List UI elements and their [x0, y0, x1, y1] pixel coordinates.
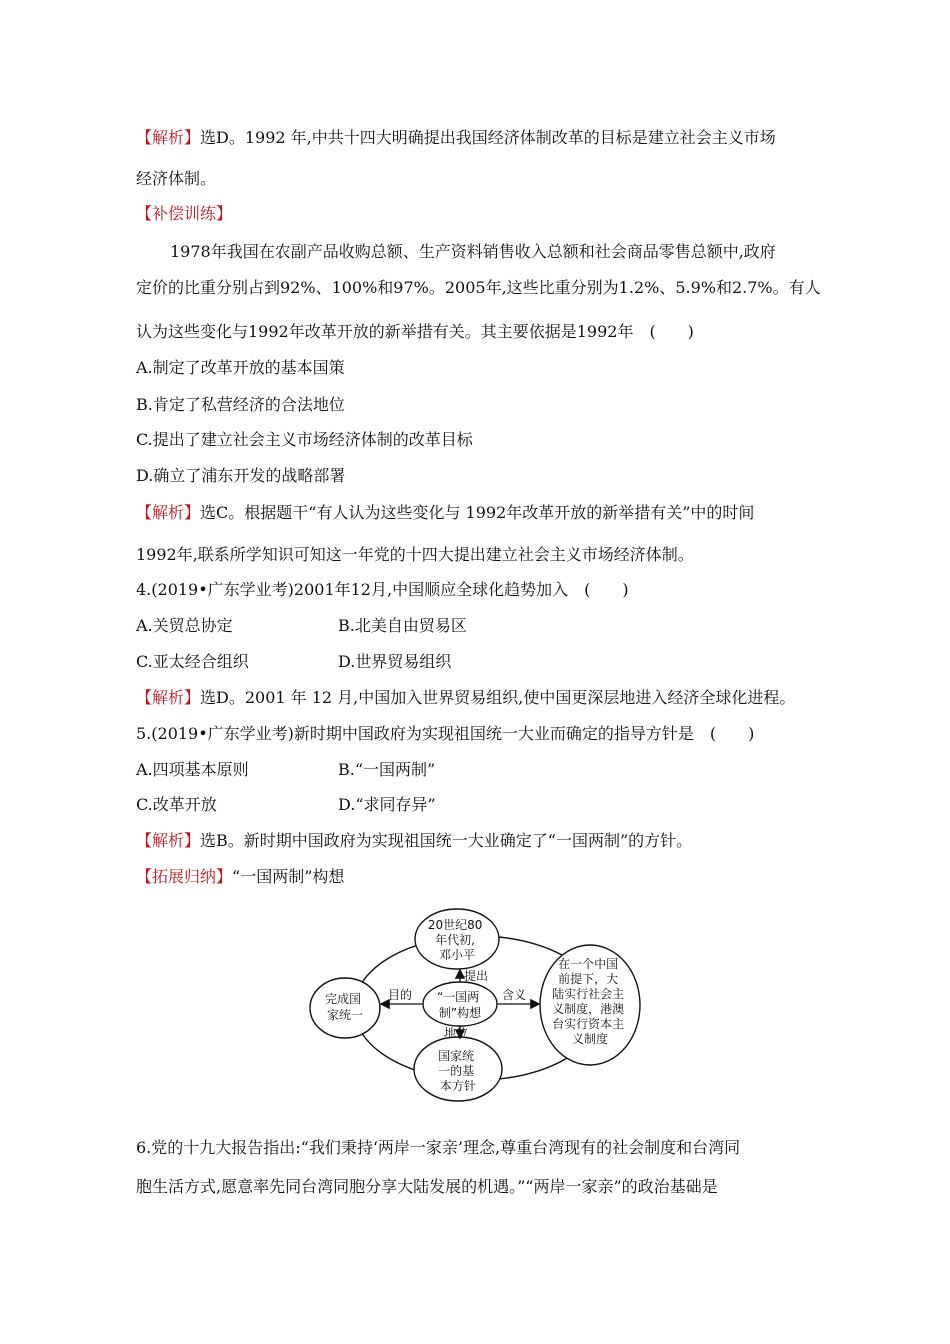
question-6-stem-cont: 胞生活方式,愿意率先同台湾同胞分享大陆发展的机遇。”“两岸一家亲”的政治基础是 [136, 1177, 718, 1196]
edge-label-down: 地位 [444, 1026, 469, 1040]
analysis-continuation: 1992年,联系所学知识可知这一年党的十四大提出建立社会主义市场经济体制。 [136, 545, 694, 564]
one-country-two-systems-diagram [300, 905, 660, 1105]
question-stem-line: 定价的比重分别占到92%、100%和97%。2005年,这些比重分别为1.2%、5.9%和2.7%。有人 [136, 278, 821, 297]
question-4-stem: 4.(2019•广东学业考)2001年12月,中国顺应全球化趋势加入 ( ) [136, 580, 629, 599]
option-c: C.提出了建立社会主义市场经济体制的改革目标 [136, 430, 473, 449]
supplement-heading: 【补偿训练】 [136, 204, 233, 223]
option-b: B.“一国两制” [338, 760, 436, 779]
analysis-continuation: 经济体制。 [136, 169, 217, 188]
option-a: A.制定了改革开放的基本国策 [136, 358, 345, 377]
analysis-text: 选C。根据题干“有人认为这些变化与 1992年改革开放的新举措有关”中的时间 [200, 503, 755, 522]
option-d: D.“求同存异” [338, 795, 436, 814]
analysis-label: 【解析】 [136, 503, 201, 522]
analysis-paragraph [136, 831, 692, 851]
node-center-label: “一国两 制”构想 [436, 990, 482, 1020]
analysis-paragraph [136, 503, 754, 523]
analysis-label: 【解析】 [136, 831, 201, 850]
node-top-label: 20世纪80 年代初, 邓小平 [427, 918, 483, 962]
analysis-paragraph [136, 688, 795, 708]
analysis-text: 选D。1992 年,中共十四大明确提出我国经济体制改革的目标是建立社会主义市场 [200, 128, 776, 147]
option-c: C.亚太经合组织 [136, 652, 249, 671]
option-b: B.北美自由贸易区 [338, 616, 467, 635]
analysis-label: 【解析】 [136, 688, 201, 707]
question-stem-line: 认为这些变化与1992年改革开放的新举措有关。其主要依据是1992年 ( ) [136, 322, 694, 341]
analysis-text: 选B。新时期中国政府为实现祖国统一大业确定了“一国两制”的方针。 [200, 831, 693, 850]
option-d: D.确立了浦东开发的战略部署 [136, 466, 346, 485]
expand-heading [136, 867, 344, 887]
analysis-paragraph [136, 128, 776, 148]
node-left-label: 完成国 家统一 [325, 992, 364, 1022]
option-a: A.关贸总协定 [136, 616, 233, 635]
expand-text: “一国两制”构想 [232, 867, 345, 886]
option-c: C.改革开放 [136, 795, 217, 814]
expand-label: 【拓展归纳】 [136, 867, 233, 886]
node-bottom-label: 国家统 一的基 本方针 [438, 1049, 477, 1093]
option-d: D.世界贸易组织 [338, 652, 452, 671]
analysis-label: 【解析】 [136, 128, 201, 147]
node-right-label: 在一个中国 前提下，大 陆实行社会主 义制度，港澳 台实行资本主 义制度 [552, 957, 625, 1046]
edge-label-up: 提出 [464, 969, 489, 983]
question-stem-line: 1978年我国在农副产品收购总额、生产资料销售收入总额和社会商品零售总额中,政府 [170, 242, 776, 261]
edge-label-right: 含义 [502, 988, 527, 1002]
edge-label-left: 目的 [388, 988, 413, 1002]
question-6-stem: 6.党的十九大报告指出:“我们秉持‘两岸一家亲’理念,尊重台湾现有的社会制度和台湾同 [136, 1138, 741, 1157]
analysis-text: 选D。2001 年 12 月,中国加入世界贸易组织,使中国更深层地进入经济全球化进程。 [200, 688, 796, 707]
option-b: B.肯定了私营经济的合法地位 [136, 395, 345, 414]
option-a: A.四项基本原则 [136, 760, 249, 779]
question-5-stem: 5.(2019•广东学业考)新时期中国政府为实现祖国统一大业而确定的指导方针是 ( ) [136, 724, 755, 743]
